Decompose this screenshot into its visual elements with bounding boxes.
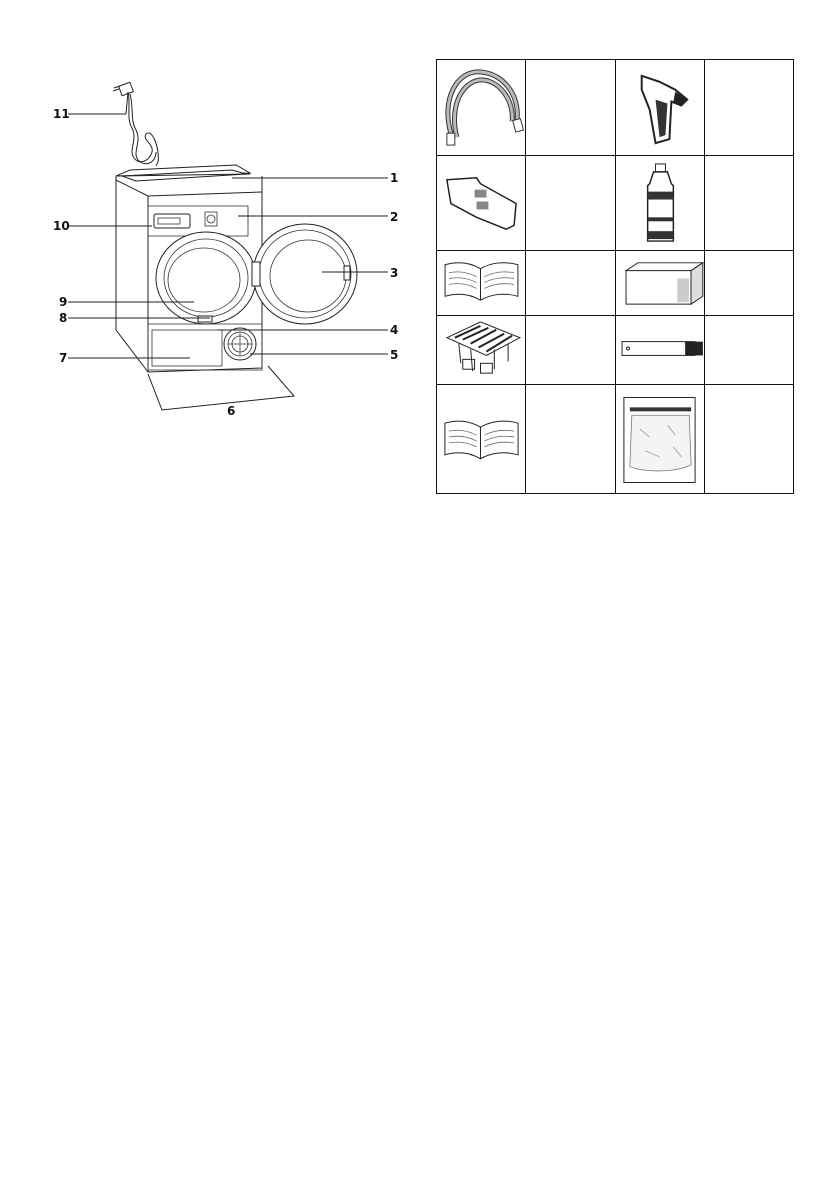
accessory-image-cell bbox=[616, 60, 705, 156]
dryer-door bbox=[252, 224, 357, 324]
accessory-label-cell bbox=[705, 60, 794, 156]
callout-3: 3 bbox=[390, 266, 399, 280]
cleaning-sponge-icon bbox=[437, 156, 525, 250]
label-strip-icon bbox=[616, 316, 704, 384]
callout-11: 11 bbox=[53, 107, 70, 121]
bottle-icon bbox=[616, 156, 704, 250]
callout-4: 4 bbox=[390, 323, 399, 337]
accessory-image-cell bbox=[437, 60, 526, 156]
drain-hose-icon bbox=[437, 60, 525, 155]
manual-book-icon bbox=[437, 385, 525, 494]
accessory-image-cell bbox=[437, 156, 526, 251]
accessory-image-cell bbox=[616, 316, 705, 385]
plastic-bag-icon bbox=[616, 385, 704, 494]
accessories-table bbox=[436, 59, 794, 494]
power-cord-icon bbox=[113, 82, 158, 166]
manual-book-icon bbox=[437, 251, 525, 315]
accessory-image-cell bbox=[437, 316, 526, 385]
accessory-label-cell bbox=[526, 156, 616, 251]
water-tank-jug-icon bbox=[616, 60, 704, 155]
callout-2: 2 bbox=[390, 210, 399, 224]
dryer-body bbox=[116, 165, 262, 372]
dryer-diagram bbox=[0, 0, 420, 430]
accessory-label-cell bbox=[705, 156, 794, 251]
accessory-image-cell bbox=[616, 251, 705, 316]
callout-5: 5 bbox=[390, 348, 399, 362]
callout-9: 9 bbox=[59, 295, 68, 309]
callout-10: 10 bbox=[53, 219, 70, 233]
accessory-label-cell bbox=[526, 385, 616, 494]
callout-7: 7 bbox=[59, 351, 68, 365]
callout-1: 1 bbox=[390, 171, 399, 185]
accessory-image-cell bbox=[616, 385, 705, 494]
accessory-image-cell bbox=[437, 385, 526, 494]
accessory-label-cell bbox=[705, 385, 794, 494]
accessory-label-cell bbox=[526, 316, 616, 385]
accessory-label-cell bbox=[526, 60, 616, 156]
accessory-label-cell bbox=[705, 316, 794, 385]
accessory-image-cell bbox=[437, 251, 526, 316]
accessory-label-cell bbox=[526, 251, 616, 316]
floor-outline bbox=[148, 366, 294, 410]
callout-8: 8 bbox=[59, 311, 68, 325]
callout-6: 6 bbox=[227, 404, 236, 418]
box-icon bbox=[616, 251, 704, 315]
accessory-image-cell bbox=[616, 156, 705, 251]
drying-rack-basket-icon bbox=[437, 316, 525, 384]
accessory-label-cell bbox=[705, 251, 794, 316]
